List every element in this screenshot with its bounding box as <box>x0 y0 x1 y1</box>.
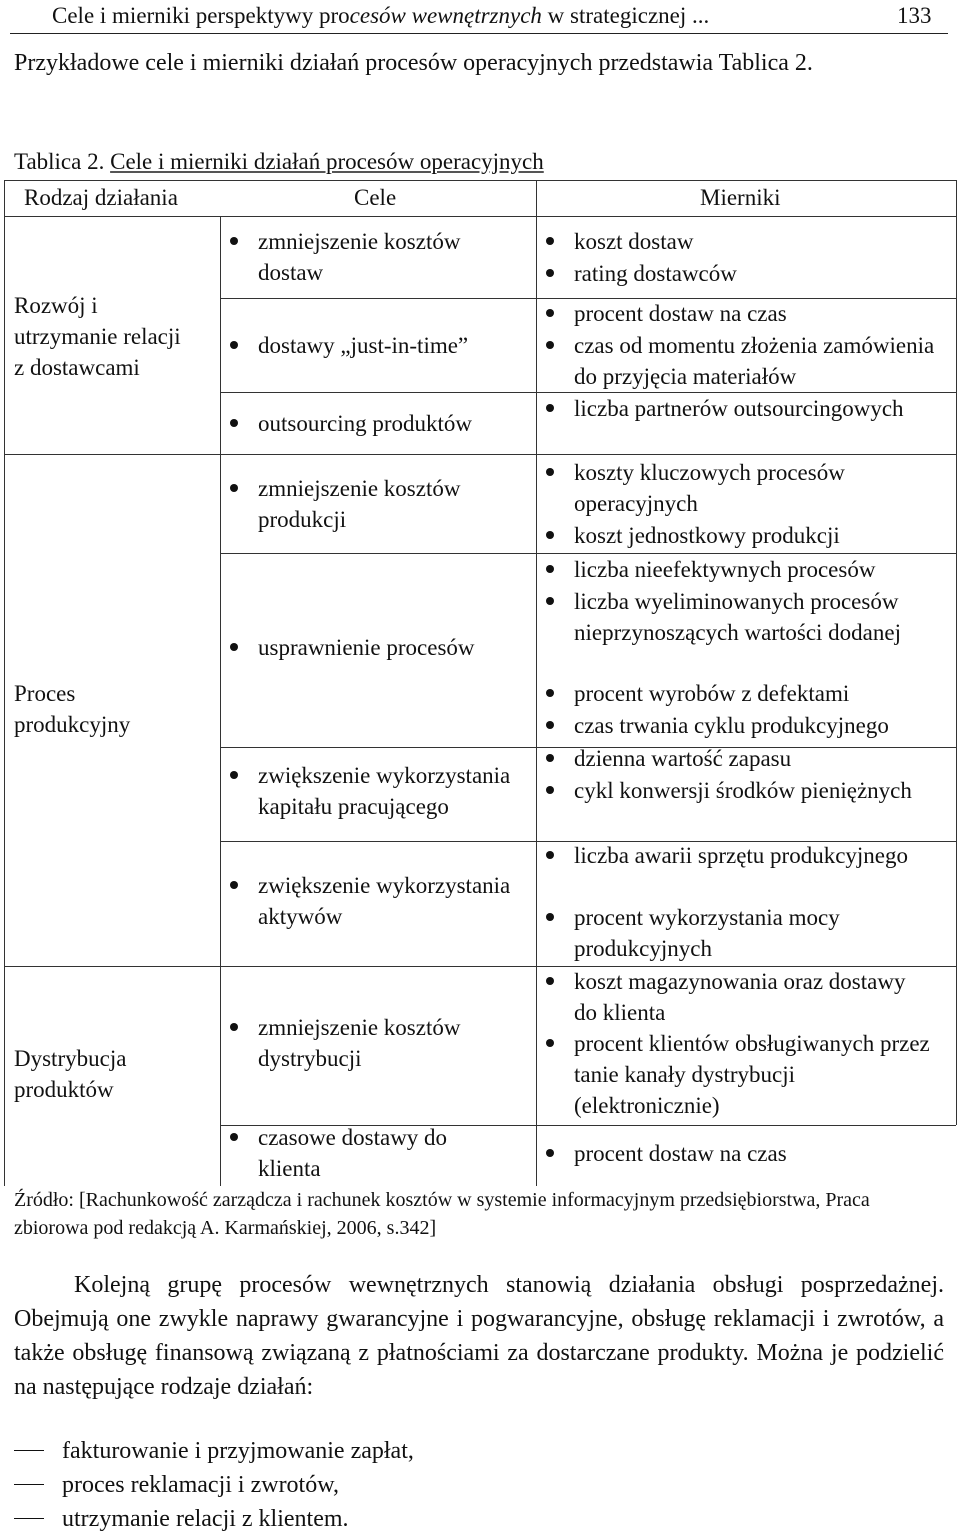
bullet-icon <box>546 913 554 921</box>
bullet-icon <box>546 851 554 859</box>
header-row-border <box>4 216 956 217</box>
bullet-icon <box>230 341 238 349</box>
bullet-icon <box>546 1039 554 1047</box>
table-source-note: Źródło: [Rachunkowość zarządcza i rachunek kosztów w systemie informacyjnym przedsiębiorstwa, Praca zbiorowa pod redakcją A. Karmańskiej, 2006, s.342] <box>14 1189 870 1239</box>
intro-paragraph: Przykładowe cele i mierniki działań procesów operacyjnych przedstawia Tablica 2. <box>14 50 813 76</box>
bullet-icon <box>546 689 554 697</box>
header-activity: Rodzaj działania <box>24 185 178 210</box>
bullet-icon <box>546 531 554 539</box>
header-rule <box>10 33 948 34</box>
bullet-icon <box>546 721 554 729</box>
bullet-icon <box>546 309 554 317</box>
header-measures: Mierniki <box>700 185 781 210</box>
bullet-icon <box>230 237 238 245</box>
body-paragraph: Kolejną grupę procesów wewnętrznych stanowią działania obsługi posprzedażnej. Obejmują one zwykle naprawy gwarancyjne i pogwarancyjne, obsługę reklamacji i zwrotów, a także obsługę finansową związaną z płatnościami za dostarczane produkty. Można je podzielić na następujące rodzaje działań: <box>14 1272 944 1400</box>
bullet-icon <box>546 597 554 605</box>
dash-icon <box>14 1450 44 1451</box>
bullet-icon <box>230 771 238 779</box>
bullet-icon <box>230 1023 238 1031</box>
dash-icon <box>14 1484 44 1485</box>
column-divider <box>220 216 221 1186</box>
bullet-icon <box>546 237 554 245</box>
table-caption: Tablica 2. Cele i mierniki działań procesów operacyjnych <box>14 149 544 174</box>
bullet-icon <box>546 754 554 762</box>
bullet-icon <box>546 468 554 476</box>
bullet-icon <box>546 786 554 794</box>
bullet-icon <box>546 977 554 985</box>
bullet-icon <box>546 1149 554 1157</box>
bullet-icon <box>546 565 554 573</box>
dash-icon <box>14 1518 44 1519</box>
header-goals: Cele <box>354 185 397 210</box>
activity-production: Proces produkcyjny <box>14 681 131 737</box>
activity-supplier-relations: Rozwój i utrzymanie relacji z dostawcami <box>14 293 181 380</box>
bullet-icon <box>230 1133 238 1141</box>
bullet-icon <box>230 643 238 651</box>
table-left-border <box>4 180 5 1186</box>
goals-measures-table: Rodzaj działania Cele Mierniki Rozwój i utrzymanie relacji z dostawcami Proces produkcyjny Dystrybucja produktów zmniejszenie kosztów dostaw dostawy „just-in-time” outsourcing produktów zmniejszenie kosztów produkcji usprawnienie procesów zwiększenie wykorzystania kapitału pracującego zwiększenie wykorzystania aktywów zmniejszenie kosztów dystrybucji czasowe dostawy do klienta koszt dostaw rating dostawców procent dostaw na czas czas od momentu złożenia zamówienia do przyjęcia materiałów liczba partnerów outsourcingowych koszty kluczowych procesów operacyjnych koszt jednostkowy produkcji liczba nieefektywnych procesów liczba wyeliminowanych procesów nieprzynoszących wartości dodanej procent wyrobów z defektami czas trwania cyklu produkcyjnego dzienna wartość zapasu cykl konwersji środków pieniężnych liczba awarii sprzętu produkcyjnego procent wykorzystania mocy produkcyjnych koszt magazynowania oraz dostawy do klienta procent klientów obsługiwanych przez tanie kanały dystrybucji (elektronicznie) procent dostaw na czas <box>4 180 956 1186</box>
page-number: 133 <box>897 3 932 28</box>
table-right-border <box>956 180 957 1125</box>
running-header <box>0 0 960 34</box>
bullet-icon <box>230 881 238 889</box>
running-header-title: Cele i mierniki perspektywy procesów wewnętrznych w strategicznej ... <box>52 3 710 28</box>
group-border <box>4 454 956 455</box>
bullet-icon <box>546 341 554 349</box>
activity-distribution: Dystrybucja produktów <box>14 1046 127 1102</box>
column-divider <box>536 180 537 1186</box>
bullet-icon <box>230 484 238 492</box>
bullet-icon <box>230 419 238 427</box>
bullet-icon <box>546 269 554 277</box>
bullet-icon <box>546 404 554 412</box>
table-top-border <box>4 180 956 181</box>
